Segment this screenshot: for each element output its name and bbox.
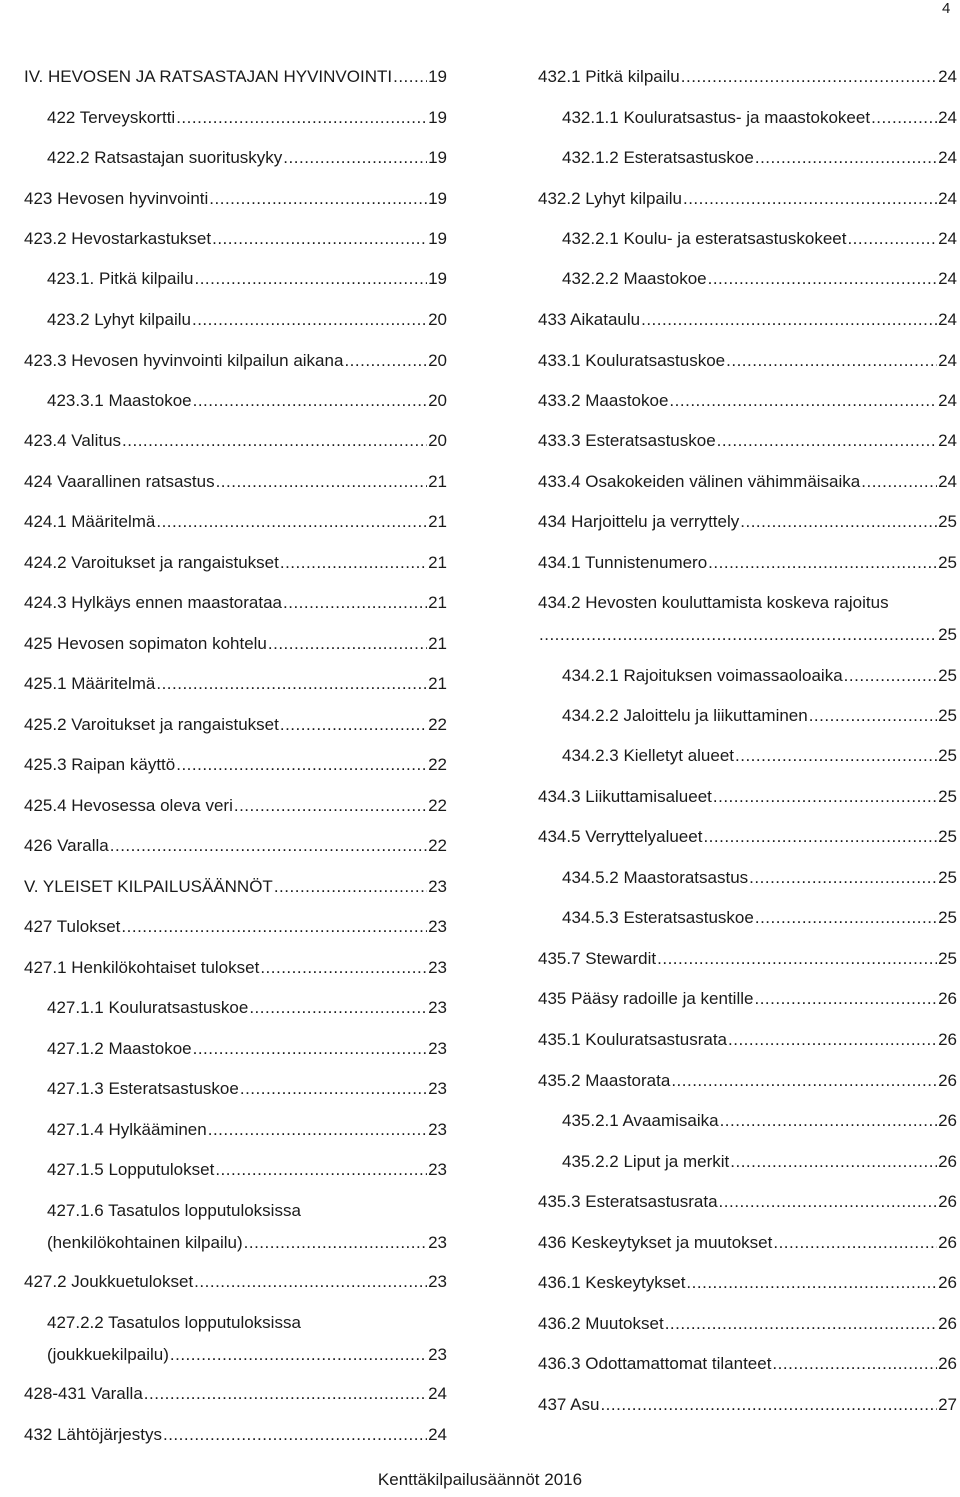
toc-entry[interactable] <box>538 309 957 331</box>
toc-entry-label: 435.1 Kouluratsastusrata <box>538 1030 728 1049</box>
dot-leader <box>686 1272 937 1294</box>
toc-entry[interactable] <box>538 1353 957 1375</box>
toc-entry-page: 23 <box>428 1039 447 1058</box>
toc-entry-page: 23 <box>428 1345 447 1364</box>
toc-entry-page: 25 <box>938 666 957 685</box>
dot-leader <box>176 754 427 776</box>
dot-leader <box>192 309 427 331</box>
dot-leader <box>280 714 427 736</box>
dot-leader <box>755 907 937 929</box>
dot-leader <box>194 268 427 290</box>
dot-leader <box>216 471 428 493</box>
toc-entry[interactable] <box>538 1272 957 1294</box>
dot-leader <box>600 1394 937 1416</box>
toc-entry-label-line1: 434.2 Hevosten kouluttamista koskeva rajoitus <box>538 593 889 612</box>
dot-leader <box>728 1029 937 1051</box>
toc-entry-page: 26 <box>938 1273 957 1292</box>
dot-leader <box>110 835 427 857</box>
toc-entry-label: 434.2.1 Rajoituksen voimassaoloaika <box>562 666 843 685</box>
toc-entry-page: 26 <box>938 1314 957 1333</box>
toc-entry-label: 423.3.1 Maastokoe <box>47 391 192 410</box>
toc-entry-label: 434.5.3 Esteratsastuskoe <box>562 908 754 927</box>
toc-entry-label: 423.1. Pitkä kilpailu <box>47 269 194 288</box>
toc-entry-label: 432.1 Pitkä kilpailu <box>538 67 680 86</box>
toc-entry[interactable] <box>538 826 957 848</box>
toc-entry-page: 23 <box>428 1272 447 1291</box>
dot-leader <box>121 916 427 938</box>
dot-leader <box>244 1232 427 1254</box>
toc-entry[interactable] <box>24 714 447 736</box>
toc-entry[interactable] <box>538 1070 957 1092</box>
toc-entry[interactable] <box>24 835 447 857</box>
toc-entry[interactable] <box>24 66 447 88</box>
toc-entry[interactable] <box>538 624 957 646</box>
toc-entry-label: 423 Hevosen hyvinvointi <box>24 189 209 208</box>
toc-entry-page: 22 <box>428 755 447 774</box>
toc-entry-page: 25 <box>938 908 957 927</box>
dot-leader <box>861 471 937 493</box>
toc-entry-page: 24 <box>938 431 957 450</box>
toc-entry-page: 19 <box>428 108 447 127</box>
toc-entry-label-line1: 427.2.2 Tasatulos lopputuloksissa <box>47 1313 301 1332</box>
toc-entry[interactable] <box>538 786 957 808</box>
dot-leader <box>170 1344 427 1366</box>
dot-leader <box>740 511 937 533</box>
toc-entry-page: 24 <box>938 148 957 167</box>
toc-entry-label: V. YLEISET KILPAILUSÄÄNNÖT <box>24 877 273 896</box>
toc-entry-label: 436 Keskeytykset ja muutokset <box>538 1233 773 1252</box>
toc-entry-label: 428-431 Varalla <box>24 1384 143 1403</box>
toc-entry[interactable] <box>538 948 957 970</box>
toc-entry-page: 23 <box>428 998 447 1017</box>
toc-entry-label: 424.2 Varoitukset ja rangaistukset <box>24 553 279 572</box>
toc-entry-page: 26 <box>938 1233 957 1252</box>
toc-entry[interactable] <box>24 592 447 614</box>
dot-leader <box>708 552 937 574</box>
toc-entry-page: 24 <box>938 351 957 370</box>
page-footer: Kenttäkilpailusäännöt 2016 <box>377 1470 583 1489</box>
dot-leader <box>657 948 937 970</box>
toc-entry-page: 24 <box>428 1425 447 1444</box>
toc-entry-label: 425.3 Raipan käyttö <box>24 755 176 774</box>
toc-entry-page: 24 <box>938 269 957 288</box>
toc-entry-page: 19 <box>428 229 447 248</box>
toc-entry[interactable] <box>47 1119 447 1141</box>
toc-entry[interactable] <box>562 705 957 727</box>
toc-entry-page: 26 <box>938 1354 957 1373</box>
toc-entry-page: 19 <box>428 67 447 86</box>
toc-entry-label: IV. HEVOSEN JA RATSASTAJAN HYVINVOINTI <box>24 67 393 86</box>
toc-entry[interactable] <box>538 1232 957 1254</box>
toc-entry[interactable] <box>538 1191 957 1213</box>
toc-entry-page: 24 <box>938 67 957 86</box>
toc-entry[interactable] <box>47 1038 447 1060</box>
toc-entry-label: 427.1.4 Hylkääminen <box>47 1120 207 1139</box>
dot-leader <box>754 988 937 1010</box>
toc-entry[interactable] <box>24 430 447 452</box>
toc-entry[interactable] <box>562 907 957 929</box>
toc-entry-label: 423.2 Lyhyt kilpailu <box>47 310 191 329</box>
dot-leader <box>669 390 937 412</box>
dot-leader <box>156 511 427 533</box>
dot-leader <box>717 430 937 452</box>
dot-leader <box>249 997 427 1019</box>
toc-entry[interactable] <box>24 188 447 210</box>
dot-leader <box>844 665 937 687</box>
toc-entry-page: 24 <box>938 229 957 248</box>
toc-entry-label: 427 Tulokset <box>24 917 121 936</box>
toc-entry[interactable] <box>24 795 447 817</box>
toc-entry-label: 423.2 Hevostarkastukset <box>24 229 212 248</box>
toc-entry-label: 432.2 Lyhyt kilpailu <box>538 189 682 208</box>
toc-entry[interactable] <box>24 673 447 695</box>
toc-entry[interactable] <box>562 147 957 169</box>
toc-entry-label: 436.3 Odottamattomat tilanteet <box>538 1354 772 1373</box>
dot-leader <box>809 705 937 727</box>
toc-entry[interactable] <box>47 147 447 169</box>
dot-leader <box>871 107 937 129</box>
toc-entry[interactable] <box>47 390 447 412</box>
toc-entry-page: 21 <box>428 634 447 653</box>
toc-entry-label: 425.2 Varoitukset ja rangaistukset <box>24 715 279 734</box>
toc-entry-label: 427.1.1 Kouluratsastuskoe <box>47 998 249 1017</box>
toc-entry-label: 434.5.2 Maastoratsastus <box>562 868 749 887</box>
toc-entry[interactable] <box>47 997 447 1019</box>
toc-entry-page: 25 <box>938 949 957 968</box>
toc-entry-label-line1: 427.1.6 Tasatulos lopputuloksissa <box>47 1201 301 1220</box>
dot-leader <box>683 188 937 210</box>
toc-entry-label: 435.2.2 Liput ja merkit <box>562 1152 730 1171</box>
toc-entry[interactable] <box>538 350 957 372</box>
toc-entry[interactable] <box>47 1078 447 1100</box>
dot-leader <box>720 1110 938 1132</box>
toc-entry[interactable] <box>24 1271 447 1293</box>
toc-entry-page: 25 <box>938 746 957 765</box>
dot-leader <box>212 228 427 250</box>
toc-entry[interactable] <box>538 511 957 533</box>
toc-entry-label: 432.2.2 Maastokoe <box>562 269 707 288</box>
dot-leader <box>283 147 427 169</box>
dot-leader <box>163 1424 427 1446</box>
dot-leader <box>730 1151 937 1173</box>
toc-entry[interactable] <box>24 876 447 898</box>
toc-entry-label: 422.2 Ratsastajan suorituskyky <box>47 148 283 167</box>
toc-entry-page: 23 <box>428 877 447 896</box>
toc-entry-label: 433.3 Esteratsastuskoe <box>538 431 716 450</box>
toc-entry-label: 427.1.5 Lopputulokset <box>47 1160 215 1179</box>
toc-entry-label: 434.1 Tunnistenumero <box>538 553 708 572</box>
toc-entry-label: 425 Hevosen sopimaton kohtelu <box>24 634 267 653</box>
dot-leader <box>240 1078 427 1100</box>
toc-entry-label: 424.1 Määritelmä <box>24 512 156 531</box>
toc-entry[interactable] <box>562 107 957 129</box>
toc-entry-page: 20 <box>428 310 447 329</box>
toc-entry-label: 427.1 Henkilökohtaiset tulokset <box>24 958 260 977</box>
toc-entry-label: 434.5 Verryttelyalueet <box>538 827 703 846</box>
toc-entry-label: 435.2 Maastorata <box>538 1071 671 1090</box>
toc-entry[interactable] <box>47 309 447 331</box>
toc-entry-label: 434.2.2 Jaloittelu ja liikuttaminen <box>562 706 808 725</box>
toc-entry-page: 19 <box>428 189 447 208</box>
toc-entry-page: 21 <box>428 472 447 491</box>
dot-leader <box>719 1191 938 1213</box>
dot-leader <box>144 1383 427 1405</box>
toc-entry-page: 23 <box>428 1079 447 1098</box>
toc-entry-label: 422 Terveyskortti <box>47 108 176 127</box>
toc-entry-page: 25 <box>938 787 957 806</box>
dot-leader <box>708 268 937 290</box>
toc-entry-label: 427.2 Joukkuetulokset <box>24 1272 194 1291</box>
toc-entry-label: 432.1.1 Kouluratsastus- ja maastokokeet <box>562 108 871 127</box>
toc-entry-page: 23 <box>428 1160 447 1179</box>
toc-entry-label: 436.1 Keskeytykset <box>538 1273 686 1292</box>
toc-entry[interactable] <box>24 957 447 979</box>
toc-entry-page: 25 <box>938 512 957 531</box>
toc-entry-page: 24 <box>428 1384 447 1403</box>
toc-entry-label: 423.4 Valitus <box>24 431 122 450</box>
toc-entry[interactable] <box>562 268 957 290</box>
toc-entry-page: 19 <box>428 148 447 167</box>
toc-entry-label: 433 Aikataulu <box>538 310 641 329</box>
dot-leader <box>268 633 427 655</box>
toc-entry-page: 25 <box>938 706 957 725</box>
toc-entry-page: 23 <box>428 1120 447 1139</box>
toc-entry-page: 20 <box>428 351 447 370</box>
toc-entry-page: 21 <box>428 593 447 612</box>
dot-leader <box>215 1159 427 1181</box>
toc-entry[interactable] <box>538 1394 957 1416</box>
toc-entry-page: 24 <box>938 189 957 208</box>
toc-entry[interactable] <box>47 1232 447 1254</box>
toc-entry[interactable] <box>24 228 447 250</box>
toc-entry[interactable] <box>538 1029 957 1051</box>
toc-entry[interactable] <box>47 107 447 129</box>
toc-entry[interactable] <box>47 1159 447 1181</box>
toc-entry-label: 436.2 Muutokset <box>538 1314 664 1333</box>
toc-entry[interactable] <box>562 1151 957 1173</box>
toc-entry-label: 437 Asu <box>538 1395 600 1414</box>
toc-entry-label: 433.4 Osakokeiden välinen vähimmäisaika <box>538 472 861 491</box>
toc-entry-page: 24 <box>938 310 957 329</box>
toc-entry[interactable] <box>538 471 957 493</box>
dot-leader <box>749 867 937 889</box>
toc-entry-page: 23 <box>428 917 447 936</box>
toc-entry-page: 21 <box>428 674 447 693</box>
toc-entry-label: 433.1 Kouluratsastuskoe <box>538 351 726 370</box>
toc-entry-page: 22 <box>428 796 447 815</box>
dot-leader <box>274 876 427 898</box>
toc-entry-page: 23 <box>428 1233 447 1252</box>
toc-entry-page: 25 <box>938 827 957 846</box>
toc-entry-page: 24 <box>938 391 957 410</box>
dot-leader <box>156 673 427 695</box>
toc-entry-label: 434.2.3 Kielletyt alueet <box>562 746 735 765</box>
toc-entry-label: 435.7 Stewardit <box>538 949 657 968</box>
toc-entry-label: 424 Vaarallinen ratsastus <box>24 472 215 491</box>
page-number: 4 <box>942 0 951 17</box>
toc-entry-page: 24 <box>938 108 957 127</box>
toc-entry-label: 427.1.3 Esteratsastuskoe <box>47 1079 239 1098</box>
toc-entry-page: 25 <box>938 868 957 887</box>
toc-entry-label-line2: (joukkuekilpailu) <box>47 1345 169 1364</box>
toc-entry-page: 26 <box>938 1152 957 1171</box>
dot-leader <box>847 228 937 250</box>
toc-entry[interactable] <box>24 552 447 574</box>
dot-leader <box>393 66 427 88</box>
toc-entry[interactable] <box>538 66 957 88</box>
toc-entry[interactable] <box>24 511 447 533</box>
toc-entry-page: 26 <box>938 1030 957 1049</box>
toc-entry[interactable] <box>24 471 447 493</box>
toc-entry[interactable] <box>24 916 447 938</box>
dot-leader <box>665 1313 937 1335</box>
dot-leader <box>671 1070 937 1092</box>
toc-entry-label: 425.1 Määritelmä <box>24 674 156 693</box>
toc-entry-page: 26 <box>938 1111 957 1130</box>
toc-entry-label: 434.3 Liikuttamisalueet <box>538 787 712 806</box>
dot-leader <box>283 592 427 614</box>
toc-entry-page: 20 <box>428 391 447 410</box>
dot-leader <box>280 552 427 574</box>
toc-entry-label: 433.2 Maastokoe <box>538 391 669 410</box>
toc-entry-page: 27 <box>938 1395 957 1414</box>
toc-entry-label: 427.1.2 Maastokoe <box>47 1039 192 1058</box>
toc-entry-page: 20 <box>428 431 447 450</box>
toc-entry-page: 24 <box>938 472 957 491</box>
dot-leader <box>703 826 937 848</box>
toc-entry-page: 23 <box>428 958 447 977</box>
toc-entry[interactable] <box>47 1344 447 1366</box>
dot-leader <box>260 957 427 979</box>
toc-entry-page: 25 <box>938 553 957 572</box>
toc-entry-label: 426 Varalla <box>24 836 109 855</box>
toc-entry-label-line2: (henkilökohtainen kilpailu) <box>47 1233 243 1252</box>
dot-leader <box>122 430 427 452</box>
dot-leader <box>234 795 427 817</box>
dot-leader <box>772 1353 937 1375</box>
toc-entry[interactable] <box>24 350 447 372</box>
toc-entry-label: 435.2.1 Avaamisaika <box>562 1111 719 1130</box>
toc-entry-label: 432.2.1 Koulu- ja esteratsastuskokeet <box>562 229 847 248</box>
dot-leader <box>641 309 937 331</box>
dot-leader <box>726 350 937 372</box>
toc-entry[interactable] <box>24 754 447 776</box>
toc-entry[interactable] <box>562 665 957 687</box>
toc-entry-label: 435 Pääsy radoille ja kentille <box>538 989 754 1008</box>
toc-entry-label: 423.3 Hevosen hyvinvointi kilpailun aikana <box>24 351 344 370</box>
toc-entry-page: 19 <box>428 269 447 288</box>
dot-leader <box>208 1119 427 1141</box>
dot-leader <box>193 1038 427 1060</box>
toc-entry-label: 432 Lähtöjärjestys <box>24 1425 162 1444</box>
toc-entry-page: 22 <box>428 715 447 734</box>
toc-entry[interactable] <box>24 1424 447 1446</box>
toc-entry-page: 26 <box>938 1192 957 1211</box>
toc-entry[interactable] <box>538 390 957 412</box>
dot-leader <box>773 1232 937 1254</box>
toc-entry[interactable] <box>47 268 447 290</box>
toc-entry[interactable] <box>562 1110 957 1132</box>
toc-entry[interactable] <box>24 633 447 655</box>
toc-entry[interactable] <box>562 228 957 250</box>
dot-leader <box>539 624 937 646</box>
toc-entry-label: 425.4 Hevosessa oleva veri <box>24 796 233 815</box>
toc-entry-page: 26 <box>938 1071 957 1090</box>
dot-leader <box>735 745 937 767</box>
toc-entry[interactable] <box>538 552 957 574</box>
toc-entry-page: 21 <box>428 512 447 531</box>
toc-entry[interactable] <box>538 988 957 1010</box>
toc-entry-page: 25 <box>938 625 957 644</box>
dot-leader <box>209 188 427 210</box>
toc-entry[interactable] <box>562 867 957 889</box>
dot-leader <box>344 350 427 372</box>
toc-entry[interactable] <box>24 1383 447 1405</box>
toc-entry[interactable] <box>538 188 957 210</box>
dot-leader <box>176 107 427 129</box>
dot-leader <box>194 1271 427 1293</box>
dot-leader <box>755 147 937 169</box>
toc-entry-label: 434 Harjoittelu ja verryttely <box>538 512 740 531</box>
toc-entry[interactable] <box>538 430 957 452</box>
toc-entry-page: 22 <box>428 836 447 855</box>
toc-entry[interactable] <box>538 1313 957 1335</box>
toc-entry-page: 21 <box>428 553 447 572</box>
toc-entry-page: 26 <box>938 989 957 1008</box>
toc-entry-label: 432.1.2 Esteratsastuskoe <box>562 148 754 167</box>
toc-entry-label: 435.3 Esteratsastusrata <box>538 1192 718 1211</box>
dot-leader <box>713 786 937 808</box>
toc-entry[interactable] <box>562 745 957 767</box>
dot-leader <box>193 390 427 412</box>
toc-entry-label: 424.3 Hylkäys ennen maastorataa <box>24 593 282 612</box>
dot-leader <box>681 66 937 88</box>
